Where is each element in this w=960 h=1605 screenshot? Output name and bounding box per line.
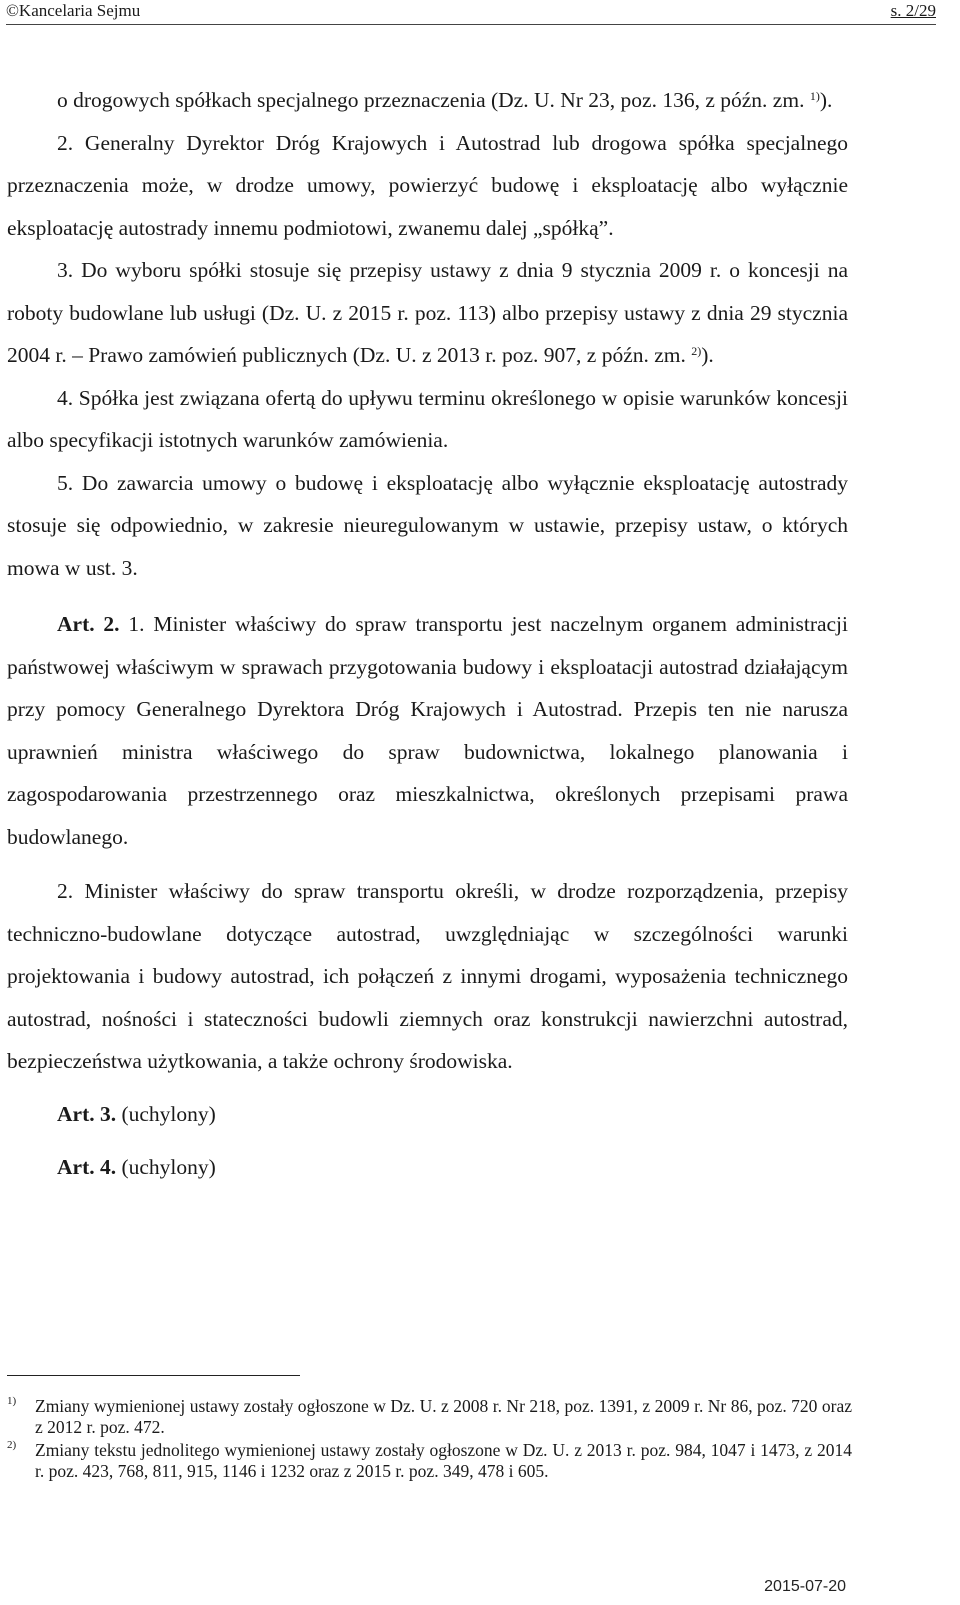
footnote-1 <box>7 1396 852 1438</box>
article-3-status: (uchylony) <box>121 1101 216 1126</box>
paragraph-4: 4. Spółka jest związana ofertą do upływu terminu określonego w opisie warunków koncesji albo specyfikacji istotnych warunków zamówienia. <box>7 385 848 452</box>
footnote-1-marker: 1) <box>7 1395 17 1407</box>
paragraph-1-end: ). <box>819 88 833 112</box>
paragraph-1-text: o drogowych spółkach specjalnego przeznaczenia (Dz. U. Nr 23, poz. 136, z późn. zm. <box>57 88 805 112</box>
document-date: 2015-07-20 <box>764 1578 846 1595</box>
article-4 <box>7 1146 848 1189</box>
paragraph-2: 2. Generalny Dyrektor Dróg Krajowych i Autostrad lub drogowa spółka specjalnego przeznaczenia może, w drodze umowy, powierzyć budowę i eksploatację albo wyłącznie eksploatację autostrady innemu podmiotowi, zwanemu dalej „spółką”. <box>7 130 848 240</box>
article-2-paragraph-1 <box>7 603 848 858</box>
footnote-2 <box>7 1440 852 1482</box>
footnote-2-marker: 2) <box>7 1439 17 1451</box>
footnote-divider <box>7 1375 300 1376</box>
article-3 <box>7 1093 848 1136</box>
document-body <box>7 79 848 1189</box>
paragraph-3-end: ). <box>701 343 714 367</box>
page-number: s. 2/29 <box>890 1 936 20</box>
footnote-ref-1[interactable]: 1) <box>809 89 820 103</box>
paragraph-5: 5. Do zawarcia umowy o budowę i eksploatację albo wyłącznie eksploatację autostrady stosuje się odpowiednio, w zakresie nieuregulowanym w ustawie, przepisy ustaw, o których mowa w ust. 3. <box>7 470 848 580</box>
footnote-1-text: Zmiany wymienionej ustawy zostały ogłoszone w Dz. U. z 2008 r. Nr 218, poz. 1391, z 2009 r. Nr 86, poz. 720 oraz z 2012 r. poz. 472. <box>35 1396 852 1437</box>
page-header <box>6 0 936 22</box>
paragraph-1-continuation <box>7 79 848 122</box>
article-2-paragraph-2: 2. Minister właściwy do spraw transportu określi, w drodze rozporządzenia, przepisy techniczno-budowlane dotyczące autostrad, uwzględniając w szczególności warunki projektowania i budowy autostrad, ich połączeń z innymi drogami, wyposażenia technicznego autostrad, nośności i stateczności budowli ziemnych oraz konstrukcji nawierzchni autostrad, bezpieczeństwa użytkowania, a także ochrony środowiska. <box>7 879 848 1073</box>
article-4-label: Art. 4. <box>57 1155 117 1179</box>
paragraph-3-text: 3. Do wyboru spółki stosuje się przepisy ustawy z dnia 9 stycznia 2009 r. o koncesji na roboty budowlane lub usługi (Dz. U. z 2015 r. poz. 113) albo przepisy ustawy z dnia 29 stycznia 2004 r. – Prawo zamówień publicznych (Dz. U. z 2013 r. poz. 907, z późn. zm. <box>7 258 848 367</box>
footnotes <box>7 1396 852 1484</box>
publisher-label: ©Kancelaria Sejmu <box>6 1 141 20</box>
article-2-p1-text: 1. Minister właściwy do spraw transportu jest naczelnym organem administracji państwowej właściwym w sprawach przygotowania budowy i eksploatacji autostrad działającym przy pomocy Generalnego Dyrektora Dróg Krajowych i Autostrad. Przepis ten nie narusza uprawnień ministra właściwego do spraw budownictwa, lokalnego planowania i zagospodarowania przestrzennego oraz mieszkalnictwa, określonych przepisami prawa budowlanego. <box>7 612 849 849</box>
article-4-status: (uchylony) <box>121 1155 216 1179</box>
paragraph-3 <box>7 249 848 377</box>
article-2-label: Art. 2. <box>57 612 120 636</box>
header-divider <box>6 24 936 25</box>
article-3-label: Art. 3. <box>57 1101 117 1126</box>
footnote-2-text: Zmiany tekstu jednolitego wymienionej ustawy zostały ogłoszone w Dz. U. z 2013 r. poz. 984, 1047 i 1473, z 2014 r. poz. 423, 768, 811, 915, 1146 i 1232 oraz z 2015 r. poz. 349, 478 i 605. <box>35 1440 852 1481</box>
footnote-ref-2[interactable]: 2) <box>691 344 702 358</box>
